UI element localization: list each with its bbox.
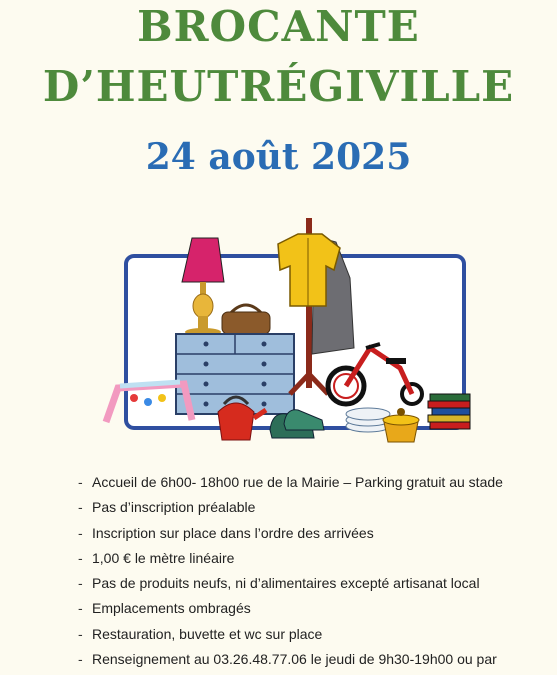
list-item: - Pas de produits neufs, ni d’alimentaires excepté artisanat local [78,571,548,596]
dresser-icon [176,334,294,414]
flea-market-illustration [100,198,480,460]
event-date: 24 août 2025 [145,136,412,178]
list-item: - Emplacements ombragés [78,596,548,621]
list-item: - Restauration, buvette et wc sur place [78,622,548,647]
poster-title-line1: BROCANTE [137,2,420,51]
list-item: - Inscription sur place dans l’ordre des arrivées [78,521,548,546]
poster-title-line2: D’HEUTRÉGIVILLE [42,62,515,111]
info-list [78,470,548,672]
list-item: - 1,00 € le mètre linéaire [78,546,548,571]
list-item: - Renseignement au 03.26.48.77.06 le jeudi de 9h30-19h00 ou par [78,647,548,672]
list-item: - Accueil de 6h00- 18h00 rue de la Mairie – Parking gratuit au stade [78,470,548,495]
books-icon [428,394,470,429]
list-item: - Pas d’inscription préalable [78,495,548,520]
